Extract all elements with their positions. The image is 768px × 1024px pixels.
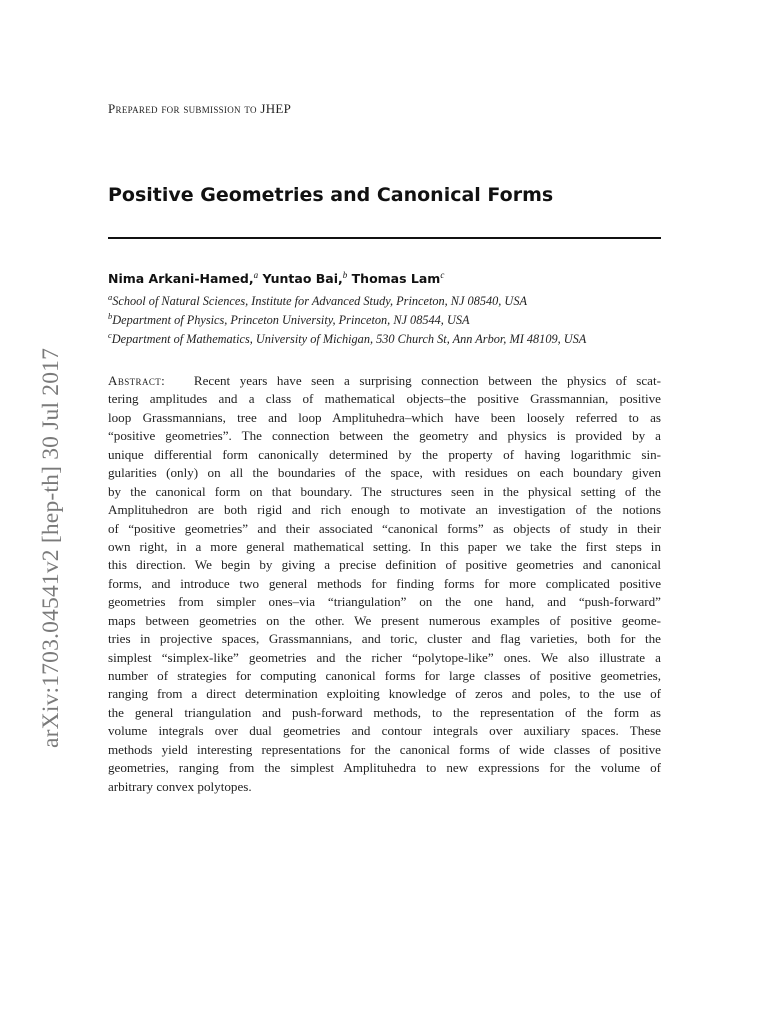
affiliation-text: Department of Physics, Princeton University, Princeton, NJ 08544, USA — [112, 313, 470, 328]
abstract-line: tries in projective spaces, Grassmannians, and toric, cluster and flag varieties, both for the — [108, 631, 661, 647]
author-name: Thomas Lam — [351, 271, 441, 287]
abstract-line: simplest “simplex-like” geometries and the richer “polytope-like” ones. We also illustrate a — [108, 649, 661, 665]
abstract-line: own right, in a more general mathematical setting. In this paper we take the first steps in — [108, 538, 661, 554]
affiliation — [108, 330, 586, 347]
abstract-line: loop Grassmannians, tree and loop Amplituhedra–which have been loosely referred to as — [108, 409, 661, 425]
abstract-line: of “positive geometries” and their associated “canonical forms” as objects of study in their — [108, 520, 661, 536]
author-name: Nima Arkani-Hamed, — [108, 271, 254, 287]
abstract-line: tering amplitudes and a class of mathematical objects–the positive Grassmannian, positive — [108, 391, 661, 407]
affiliation-mark: b — [108, 311, 113, 321]
abstract-line: forms, and introduce two general methods for finding forms for more complicated positive — [108, 575, 661, 591]
author-affil-mark: b — [342, 270, 348, 280]
author-affil-mark: c — [440, 270, 445, 280]
abstract-line: maps between geometries on the other. We present numerous examples of positive geome- — [108, 612, 661, 628]
abstract-line: “positive geometries”. The connection between the geometry and physics is provided by a — [108, 428, 661, 444]
affiliation — [108, 292, 527, 309]
abstract-line: by the canonical form on that boundary. The structures seen in the physical setting of the — [108, 483, 661, 499]
abstract-line: number of strategies for computing canonical forms for large classes of positive geometries, — [108, 668, 661, 683]
author-list — [108, 270, 444, 286]
abstract-line: unique differential form canonically determined by the property of having logarithmic sin- — [108, 446, 661, 462]
abstract-text: Recent years have seen a surprising connection between the physics of scat- — [193, 373, 661, 388]
abstract-line — [108, 372, 661, 390]
paper-title: Positive Geometries and Canonical Forms — [108, 184, 554, 206]
affiliation-mark: c — [108, 330, 112, 340]
abstract-line: ranging from a direct determination exploiting knowledge of zeros and poles, to the use of — [108, 686, 661, 702]
journal-note-text: Prepared for submission to JHEP — [108, 101, 292, 116]
author-affil-mark: a — [253, 270, 259, 280]
abstract-line: arbitrary convex polytopes. — [108, 778, 252, 794]
abstract-line: gularities (only) on all the boundaries of the space, with residues on each boundary given — [108, 465, 661, 481]
abstract-line: geometries, ranging from the simplest Amplituhedra to new expressions for the volume of — [108, 760, 661, 776]
author-name: Yuntao Bai, — [262, 271, 343, 287]
abstract-line: volume integrals over dual geometries and contour integrals over auxiliary spaces. These — [108, 723, 661, 739]
abstract-line: this direction. We begin by giving a precise definition of positive geometries and canonical — [108, 557, 661, 573]
abstract-line: geometries from simpler ones–via “triangulation” on the one hand, and “push-forward” — [108, 594, 661, 610]
journal-note — [108, 101, 291, 117]
affiliation-text: Department of Mathematics, University of Michigan, 530 Church St, Ann Arbor, MI 48109, USA — [111, 332, 587, 347]
affiliation-text: School of Natural Sciences, Institute for Advanced Study, Princeton, NJ 08540, USA — [112, 294, 527, 309]
abstract-line: Amplituhedron are both rigid and rich enough to motivate an investigation of the notions — [108, 502, 661, 518]
affiliation — [108, 311, 469, 328]
arxiv-identifier: arXiv:1703.04541v2 [hep-th] 30 Jul 2017 — [38, 347, 64, 748]
abstract-line: the general triangulation and push-forward methods, to the representation of the form as — [108, 704, 661, 720]
abstract-label: Abstract: — [108, 373, 166, 388]
abstract — [108, 372, 661, 796]
abstract-line: methods yield interesting representations for the canonical forms of wide classes of positive — [108, 741, 661, 757]
affiliation-mark: a — [108, 292, 113, 302]
title-rule — [108, 237, 661, 239]
